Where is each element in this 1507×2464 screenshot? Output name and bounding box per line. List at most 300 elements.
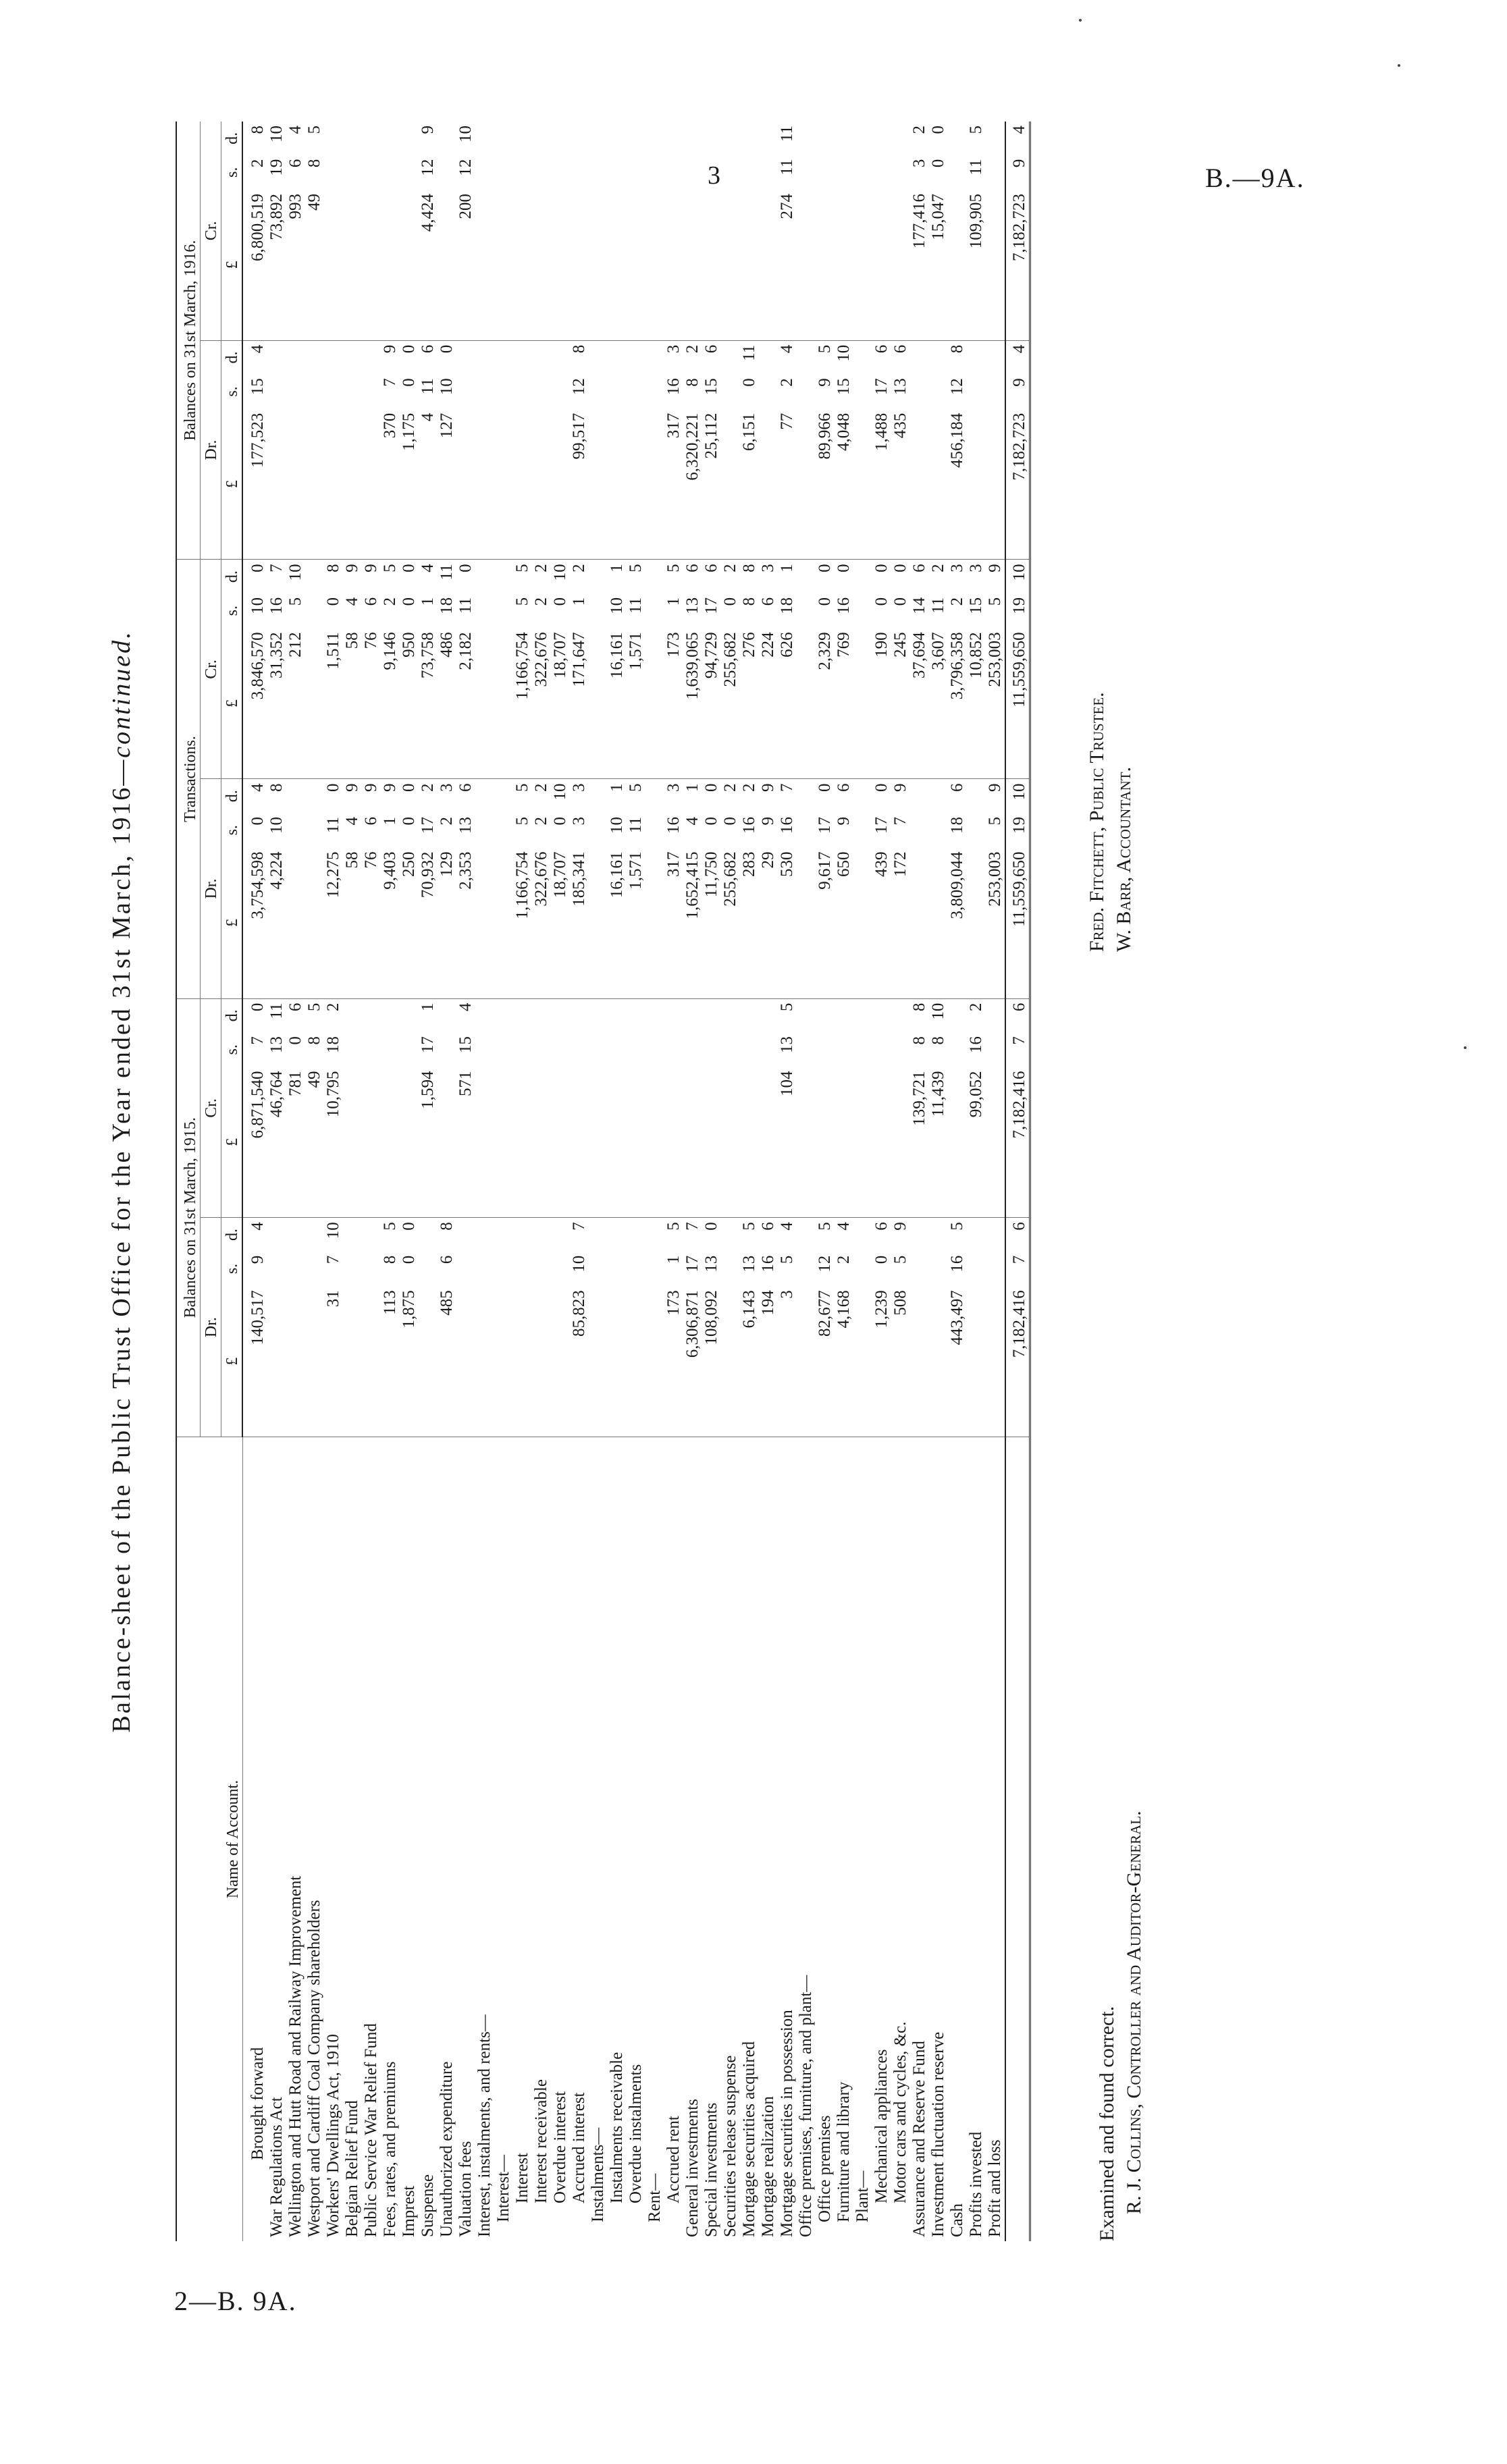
amount-pounds	[910, 847, 929, 998]
empty-cell	[475, 779, 494, 998]
account-name-cell	[721, 1437, 740, 2241]
amount-pence: 2	[419, 783, 437, 792]
account-name: Instalments—	[589, 2127, 607, 2222]
amount-shillings: 8	[910, 1036, 928, 1045]
amount-pence: 9	[362, 783, 380, 792]
empty-cell	[645, 122, 664, 340]
amount-pounds: 571	[456, 1067, 475, 1218]
amount-shillings: 2	[532, 597, 550, 606]
balance-table	[176, 122, 1031, 2241]
amount-shillings	[286, 813, 305, 847]
empty-cell	[494, 340, 513, 560]
empty-cell	[853, 122, 872, 340]
amount-pounds: 456,184	[948, 409, 967, 560]
amount-pence: 6	[872, 344, 891, 354]
amount-pence: 11	[438, 564, 456, 581]
amount-shillings	[532, 155, 551, 190]
amount-pence: 0	[872, 783, 891, 792]
account-name-cell	[759, 1437, 778, 2241]
empty-cell	[645, 779, 664, 998]
amount-pounds	[400, 190, 419, 340]
amount-pence	[721, 1218, 740, 1252]
amount-pounds: 73,892	[267, 190, 286, 340]
empty-cell	[853, 1218, 872, 1437]
amount-pence	[513, 340, 532, 374]
empty-cell	[645, 340, 664, 560]
amount-shillings: 8	[305, 1036, 323, 1045]
amount-pence	[362, 340, 381, 374]
amount-shillings: 17	[419, 1036, 437, 1054]
amount-shillings: 10	[267, 817, 286, 834]
amount-pounds: 11,750	[702, 847, 721, 998]
amount-pence: 6	[286, 1002, 305, 1012]
amount-shillings	[400, 1032, 419, 1067]
audit-certificate	[1094, 1811, 1148, 2241]
amount-shillings	[929, 1252, 948, 1286]
amount-pounds: 9,403	[381, 847, 400, 998]
unit-pence: d.	[221, 998, 243, 1032]
amount-shillings	[532, 374, 551, 408]
amount-pounds	[891, 190, 910, 340]
amount-pence	[343, 340, 362, 374]
amount-shillings: 0	[740, 378, 758, 387]
amount-pounds: 1,166,754	[513, 628, 532, 779]
amount-pence	[532, 340, 551, 374]
amount-shillings: 13	[683, 597, 702, 614]
amount-pence: 0	[438, 344, 456, 354]
amount-shillings	[986, 1252, 1005, 1286]
amount-pounds: 172	[891, 847, 910, 998]
amount-shillings	[872, 155, 891, 190]
amount-pounds: 3,796,358	[948, 628, 967, 779]
amount-pounds	[891, 1067, 910, 1218]
table-row	[286, 122, 305, 2241]
unit-pence: d.	[221, 122, 243, 155]
empty-cell	[645, 560, 664, 779]
amount-pounds	[664, 190, 683, 340]
amount-pence	[627, 340, 645, 374]
amount-pounds: 104	[778, 1067, 797, 1218]
amount-shillings	[664, 155, 683, 190]
amount-pounds: 1,875	[400, 1286, 419, 1437]
amount-pounds	[816, 1067, 835, 1218]
amount-pence: 0	[702, 1222, 720, 1231]
amount-shillings: 2	[381, 597, 399, 606]
amount-pence: 5	[948, 1222, 966, 1231]
footer-page-reference: 2—B. 9A.	[174, 2286, 297, 2316]
table-row	[948, 122, 967, 2241]
column-header-dr: Dr.	[201, 1218, 221, 1437]
amount-pounds	[721, 190, 740, 340]
empty-cell	[645, 998, 664, 1218]
amount-pounds	[702, 190, 721, 340]
amount-pounds	[286, 1286, 305, 1437]
amount-pounds	[948, 1067, 967, 1218]
amount-pounds: 129	[438, 847, 456, 998]
table-row	[891, 122, 910, 2241]
amount-pence: 10	[551, 564, 569, 581]
amount-pence	[381, 122, 400, 155]
amount-pounds	[929, 847, 948, 998]
empty-cell	[589, 122, 608, 340]
amount-shillings: 12	[419, 159, 437, 176]
amount-pence: 0	[835, 564, 853, 572]
unit-pounds: £	[221, 190, 243, 340]
amount-pounds: 322,676	[532, 628, 551, 779]
account-name-cell	[910, 1437, 929, 2241]
unit-pence: d.	[221, 560, 243, 593]
amount-pounds	[872, 190, 891, 340]
amount-pounds: 2,329	[816, 628, 835, 779]
amount-shillings: 13	[267, 1036, 286, 1054]
amount-pence	[986, 122, 1005, 155]
amount-shillings: 12	[456, 159, 475, 176]
amount-shillings: 0	[551, 817, 569, 826]
amount-pence: 7	[683, 1222, 702, 1231]
amount-pence: 5	[816, 1222, 834, 1231]
amount-shillings	[759, 1032, 778, 1067]
account-name-cell	[664, 1437, 683, 2241]
amount-pence: 5	[513, 783, 531, 792]
amount-pence	[570, 998, 589, 1032]
amount-pounds	[400, 1067, 419, 1218]
amount-pence: 9	[381, 344, 399, 354]
amount-shillings: 8	[381, 1255, 399, 1264]
account-name: Accrued rent	[664, 2116, 683, 2203]
account-name: Mortgage securities acquired	[740, 2041, 758, 2237]
amount-pence: 1	[778, 564, 796, 572]
amount-pounds	[683, 190, 702, 340]
table-row	[797, 122, 816, 2241]
amount-pounds: 76	[362, 628, 381, 779]
amount-shillings: 0	[286, 1036, 305, 1045]
amount-pounds	[513, 1067, 532, 1218]
amount-pounds: 1,571	[627, 628, 645, 779]
account-name-cell	[513, 1437, 532, 2241]
amount-shillings: 0	[400, 378, 418, 387]
account-name: Office premises, furniture, and plant—	[797, 1975, 815, 2237]
amount-shillings: 15	[967, 597, 985, 614]
amount-pounds	[986, 409, 1005, 560]
unit-shillings: s.	[221, 1252, 243, 1286]
amount-pounds: 16,161	[608, 847, 627, 998]
amount-pence	[816, 122, 835, 155]
amount-shillings: 3	[910, 159, 928, 168]
amount-pence: 6	[910, 564, 928, 572]
amount-shillings: 10	[608, 817, 626, 834]
table-row	[242, 122, 267, 2241]
amount-shillings: 19	[267, 159, 286, 176]
amount-shillings: 2	[835, 1255, 853, 1264]
amount-pence	[438, 122, 456, 155]
amount-pounds: 16,161	[608, 628, 627, 779]
empty-cell	[853, 560, 872, 779]
account-name: Plant—	[853, 2170, 872, 2222]
column-header-dr: Dr.	[201, 779, 221, 998]
amount-pounds	[286, 409, 305, 560]
account-name: Interest	[513, 2153, 531, 2203]
amount-pence: 4	[835, 1222, 853, 1231]
account-name-cell	[305, 1437, 324, 2241]
amount-pounds	[683, 1067, 702, 1218]
amount-pounds: 508	[891, 1286, 910, 1437]
amount-pounds	[438, 190, 456, 340]
amount-shillings	[305, 374, 324, 408]
amount-pounds	[513, 190, 532, 340]
amount-shillings	[286, 1252, 305, 1286]
amount-pence: 3	[438, 783, 456, 792]
empty-cell	[475, 122, 494, 340]
amount-shillings: 10	[608, 597, 626, 614]
amount-pence	[721, 340, 740, 374]
amount-pounds: 255,682	[721, 628, 740, 779]
amount-pence: 5	[664, 564, 683, 572]
amount-pounds	[362, 1067, 381, 1218]
amount-pence: 5	[664, 1222, 683, 1231]
amount-shillings: 7	[248, 1036, 267, 1045]
amount-shillings: 9	[835, 817, 853, 826]
amount-pence	[627, 122, 645, 155]
amount-pence: 2	[532, 783, 550, 792]
table-row	[589, 122, 608, 2241]
amount-pence: 9	[759, 783, 777, 792]
amount-pence: 4	[248, 344, 267, 354]
amount-pence	[456, 340, 475, 374]
amount-pounds: 317	[664, 409, 683, 560]
table-row	[381, 122, 400, 2241]
table-row	[816, 122, 835, 2241]
amount-pence: 10	[929, 1002, 947, 1020]
amount-shillings	[456, 1252, 475, 1286]
amount-pounds: 31	[324, 1286, 343, 1437]
amount-pounds	[664, 1067, 683, 1218]
amount-pence: 8	[438, 1222, 456, 1231]
amount-pence	[419, 1218, 438, 1252]
amount-shillings	[627, 374, 645, 408]
column-header-cr: Cr.	[201, 122, 221, 340]
totals-label-cell	[1005, 1437, 1030, 2241]
account-name-cell	[419, 1437, 438, 2241]
amount-shillings	[910, 374, 929, 408]
account-name: Westport and Cardiff Coal Company shareholders	[305, 1900, 323, 2237]
amount-pounds	[343, 190, 362, 340]
amount-pence	[532, 122, 551, 155]
amount-pence	[362, 122, 381, 155]
amount-pence	[608, 340, 627, 374]
amount-pounds	[551, 190, 570, 340]
account-name-cell	[608, 1437, 627, 2241]
amount-shillings	[362, 1032, 381, 1067]
amount-pence: 5	[627, 564, 645, 572]
amount-shillings	[948, 155, 967, 190]
amount-shillings: 1	[419, 597, 437, 606]
table-row	[400, 122, 419, 2241]
empty-cell	[589, 340, 608, 560]
amount-pounds	[267, 1286, 286, 1437]
amount-pounds: 781	[286, 1067, 305, 1218]
amount-shillings	[305, 813, 324, 847]
amount-pence	[627, 1218, 645, 1252]
group-header-1915: Balances on 31st March, 1915.	[176, 998, 201, 1437]
empty-cell	[589, 1218, 608, 1437]
amount-pounds: 530	[778, 847, 797, 998]
empty-cell	[797, 340, 816, 560]
amount-pounds	[608, 409, 627, 560]
amount-pounds	[286, 847, 305, 998]
amount-pounds: 46,764	[267, 1067, 286, 1218]
table-row	[343, 122, 362, 2241]
amount-pence	[305, 1218, 324, 1252]
amount-pounds: 12,275	[324, 847, 343, 998]
amount-pence	[664, 998, 683, 1032]
amount-pence	[872, 998, 891, 1032]
amount-pence	[740, 122, 759, 155]
amount-shillings: 4	[343, 817, 361, 826]
amount-shillings: 4	[343, 597, 361, 606]
amount-shillings: 0	[872, 597, 891, 606]
account-name-cell	[967, 1437, 986, 2241]
empty-cell	[494, 998, 513, 1218]
amount-shillings	[740, 155, 759, 190]
amount-pounds: 31,352	[267, 628, 286, 779]
table-row	[456, 122, 475, 2241]
amount-pounds	[721, 1286, 740, 1437]
amount-shillings	[986, 374, 1005, 408]
amount-shillings	[835, 155, 853, 190]
account-name-cell	[835, 1437, 853, 2241]
amount-pence	[929, 779, 948, 813]
account-name: Public Service War Relief Fund	[362, 2023, 380, 2237]
page-speck	[1464, 1046, 1466, 1049]
amount-shillings	[551, 374, 570, 408]
amount-shillings: 13	[740, 1255, 758, 1273]
amount-shillings: 2	[532, 817, 550, 826]
amount-shillings	[967, 374, 986, 408]
amount-pounds: 283	[740, 847, 759, 998]
amount-pounds: 29	[759, 847, 778, 998]
account-name: Furniture and library	[835, 2081, 853, 2222]
empty-cell	[494, 1218, 513, 1437]
amount-pounds	[929, 1286, 948, 1437]
amount-shillings: 5	[986, 597, 1004, 606]
amount-shillings: 0	[872, 1255, 891, 1264]
account-name-cell	[929, 1437, 948, 2241]
amount-pence: 2	[532, 564, 550, 572]
amount-shillings	[627, 1032, 645, 1067]
amount-pounds: 1,166,754	[513, 847, 532, 998]
account-name: Interest receivable	[532, 2079, 550, 2203]
amount-pence: 1	[683, 783, 702, 792]
amount-pounds: 73,758	[419, 628, 438, 779]
table-row	[419, 122, 438, 2241]
account-name: Fees, rates, and premiums	[381, 2061, 399, 2237]
amount-pounds: 1,239	[872, 1286, 891, 1437]
amount-shillings: 8	[683, 378, 702, 387]
amount-pence	[986, 998, 1005, 1032]
amount-shillings: 2	[948, 597, 966, 606]
amount-shillings: 11	[967, 159, 985, 176]
account-name-cell	[645, 1437, 664, 2241]
amount-shillings	[683, 1032, 702, 1067]
account-name: Assurance and Reserve Fund	[910, 2041, 928, 2237]
unit-shillings: s.	[221, 593, 243, 628]
amount-pence	[986, 340, 1005, 374]
amount-shillings: 11	[778, 159, 796, 176]
amount-shillings: 17	[419, 817, 437, 834]
amount-shillings: 5	[986, 817, 1004, 826]
amount-pence: 2	[570, 564, 588, 572]
amount-shillings	[816, 1032, 835, 1067]
amount-pounds: 6,800,519	[242, 190, 267, 340]
amount-pence: 1	[419, 1002, 437, 1012]
amount-pounds	[721, 1067, 740, 1218]
amount-pounds: 99,052	[967, 1067, 986, 1218]
total-pounds: 11,559,650	[1005, 847, 1030, 998]
amount-pence	[305, 779, 324, 813]
amount-pounds: 49	[305, 1067, 324, 1218]
amount-pence	[286, 779, 305, 813]
amount-pence: 0	[400, 344, 418, 354]
amount-shillings: 11	[627, 597, 645, 614]
amount-shillings	[324, 155, 343, 190]
account-name: Accrued interest	[570, 2092, 588, 2203]
amount-pounds	[381, 190, 400, 340]
amount-pence: 5	[778, 1002, 796, 1012]
amount-pounds: 443,497	[948, 1286, 967, 1437]
table-row	[267, 122, 286, 2241]
amount-pounds: 89,966	[816, 409, 835, 560]
amount-pence: 9	[343, 783, 361, 792]
amount-pence	[305, 560, 324, 593]
amount-pounds	[740, 190, 759, 340]
amount-pence: 0	[702, 783, 720, 792]
amount-pence: 2	[967, 1002, 985, 1012]
table-row	[362, 122, 381, 2241]
amount-pence: 8	[324, 564, 342, 572]
amount-pence	[835, 122, 853, 155]
amount-pence: 4	[778, 1222, 796, 1231]
amount-shillings: 8	[740, 597, 758, 606]
amount-pounds: 993	[286, 190, 305, 340]
account-name: Instalments receivable	[608, 2052, 626, 2203]
amount-pence: 6	[702, 564, 720, 572]
amount-pence: 2	[910, 126, 928, 134]
amount-pounds	[362, 1286, 381, 1437]
amount-pence	[305, 340, 324, 374]
table-row	[475, 122, 494, 2241]
amount-shillings	[343, 155, 362, 190]
amount-pence	[721, 998, 740, 1032]
amount-shillings	[513, 155, 532, 190]
amount-shillings	[759, 155, 778, 190]
amount-pence	[929, 340, 948, 374]
amount-pounds: 274	[778, 190, 797, 340]
amount-shillings	[532, 1252, 551, 1286]
amount-pounds: 185,341	[570, 847, 589, 998]
amount-pounds: 113	[381, 1286, 400, 1437]
amount-shillings: 16	[759, 1255, 777, 1273]
account-name: Rent—	[645, 2173, 664, 2222]
amount-shillings: 2	[778, 378, 796, 387]
amount-pence: 6	[683, 564, 702, 572]
amount-pounds: 1,639,065	[683, 628, 702, 779]
amount-shillings: 15	[248, 378, 267, 396]
total-pence: 4	[1005, 122, 1030, 155]
account-name: Cash	[948, 2203, 966, 2237]
amount-shillings: 16	[835, 597, 853, 614]
amount-pounds: 140,517	[242, 1286, 267, 1437]
amount-shillings	[740, 1032, 759, 1067]
